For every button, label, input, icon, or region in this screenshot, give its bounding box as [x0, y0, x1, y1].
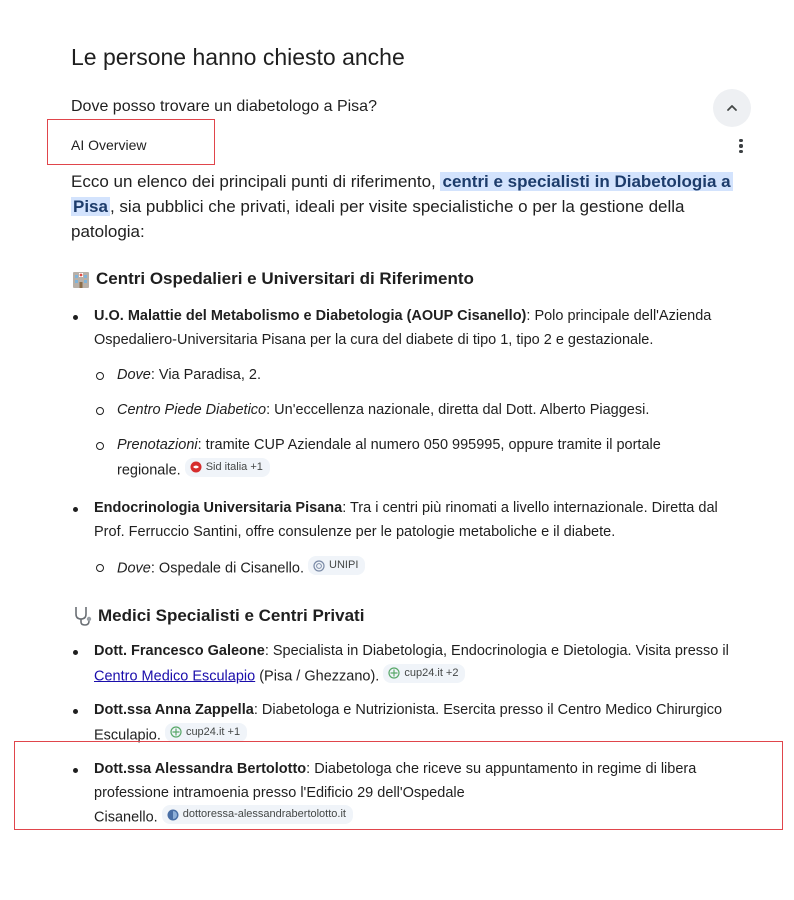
- item-text-2: Esculapio.: [94, 727, 161, 743]
- intro-text: Ecco un elenco dei principali punti di riferimento,: [71, 172, 441, 191]
- section-heading-specialists: [71, 605, 364, 627]
- sub-item-text-2: regionale.: [117, 462, 181, 478]
- source-chip[interactable]: [185, 458, 270, 477]
- source-chip-label: UNIPI: [329, 559, 359, 571]
- source-chip[interactable]: [383, 664, 465, 683]
- item-title: Endocrinologia Universitaria Pisana: [94, 500, 343, 516]
- source-chip[interactable]: [165, 723, 247, 742]
- item-text-3: Cisanello.: [94, 809, 158, 826]
- item-title: Dott.ssa Alessandra Bertolotto: [94, 761, 307, 777]
- item-text: : Diabetologa che riceve su appuntamento in regime di libera: [306, 761, 697, 777]
- sub-item-label: Prenotazioni: [117, 437, 198, 453]
- sub-item-label: Dove: [117, 367, 151, 383]
- hospital-icon: [71, 269, 91, 289]
- item-text-2: (Pisa / Ghezzano).: [255, 668, 380, 684]
- intro-paragraph: [71, 169, 741, 244]
- item-text-2: Ospedaliero-Universitaria Pisana per la cura del diabete di tipo 1, tipo 2 e gestazionale.: [94, 331, 654, 348]
- source-chip-label: Sid italia +1: [205, 460, 263, 473]
- question-text[interactable]: Dove posso trovare un diabetologo a Pisa?: [71, 98, 377, 115]
- intro-highlight-2[interactable]: Pisa: [73, 197, 108, 216]
- cup24-logo-icon: [388, 667, 400, 679]
- section-heading-hospitals: [71, 269, 474, 289]
- source-chip-label: cup24.it +2: [404, 666, 459, 679]
- item-text-2: professione intramoenia presso l'Edificio 29 dell'Ospedale: [94, 784, 465, 801]
- item-text: : Diabetologa e Nutrizionista. Esercita presso il Centro Medico Chirurgico: [253, 702, 723, 718]
- sub-item-label: Dove: [117, 560, 151, 577]
- cup24-logo-icon: [170, 726, 182, 738]
- intro-highlight[interactable]: centri e specialisti in Diabetologia a: [442, 172, 731, 191]
- chevron-up-icon: [725, 101, 739, 115]
- stethoscope-icon: [71, 605, 93, 627]
- item-text-2: Prof. Ferruccio Santini, offre consulenze per le patologie metaboliche e il diabete.: [94, 523, 616, 540]
- sub-item-text: : Ospedale di Cisanello.: [150, 560, 305, 577]
- sub-item-text: : tramite CUP Aziendale al numero 050 995995, oppure tramite il portale: [197, 437, 661, 453]
- more-options-button[interactable]: [733, 136, 749, 156]
- collapse-button[interactable]: [713, 89, 751, 127]
- item-title: Dott.ssa Anna Zappella: [94, 702, 254, 718]
- page-title: Le persone hanno chiesto anche: [71, 44, 405, 70]
- item-text: : Tra i centri più rinomati a livello internazionale. Diretta dal: [342, 500, 718, 516]
- annotation-box-bertolotto: [14, 741, 783, 830]
- annotation-box-ai-overview: [47, 119, 215, 165]
- source-chip-label: dottoressa-alessandrabertolotto.it: [182, 808, 346, 820]
- item-text: : Specialista in Diabetologia, Endocrinologia e Dietologia. Visita presso il: [264, 643, 729, 659]
- sub-item-label: Centro Piede Diabetico: [117, 402, 267, 418]
- ai-overview-label: AI Overview: [71, 137, 147, 153]
- sub-item-text: : Un'eccellenza nazionale, diretta dal Dott. Alberto Piaggesi.: [266, 402, 650, 418]
- sub-item-text: : Via Paradisa, 2.: [150, 367, 262, 383]
- more-vert-icon: [739, 139, 742, 142]
- centro-medico-link[interactable]: Centro Medico Esculapio: [94, 668, 256, 684]
- intro-text-2: , sia pubblici che privati, ideali per visite specialistiche o per la gestione della: [109, 197, 685, 216]
- item-text: : Polo principale dell'Azienda: [526, 308, 712, 324]
- unipi-logo-icon: [313, 560, 325, 572]
- intro-text-3: patologia:: [71, 222, 145, 241]
- item-title: Dott. Francesco Galeone: [94, 643, 265, 659]
- section-title: Centri Ospedalieri e Universitari di Riferimento: [96, 269, 474, 288]
- source-chip-label: cup24.it +1: [185, 725, 241, 738]
- section-title: Medici Specialisti e Centri Privati: [98, 606, 365, 625]
- sid-logo-icon: [190, 461, 202, 473]
- item-title: U.O. Malattie del Metabolismo e Diabetologia (AOUP Cisanello): [94, 308, 527, 324]
- source-chip[interactable]: [308, 556, 365, 575]
